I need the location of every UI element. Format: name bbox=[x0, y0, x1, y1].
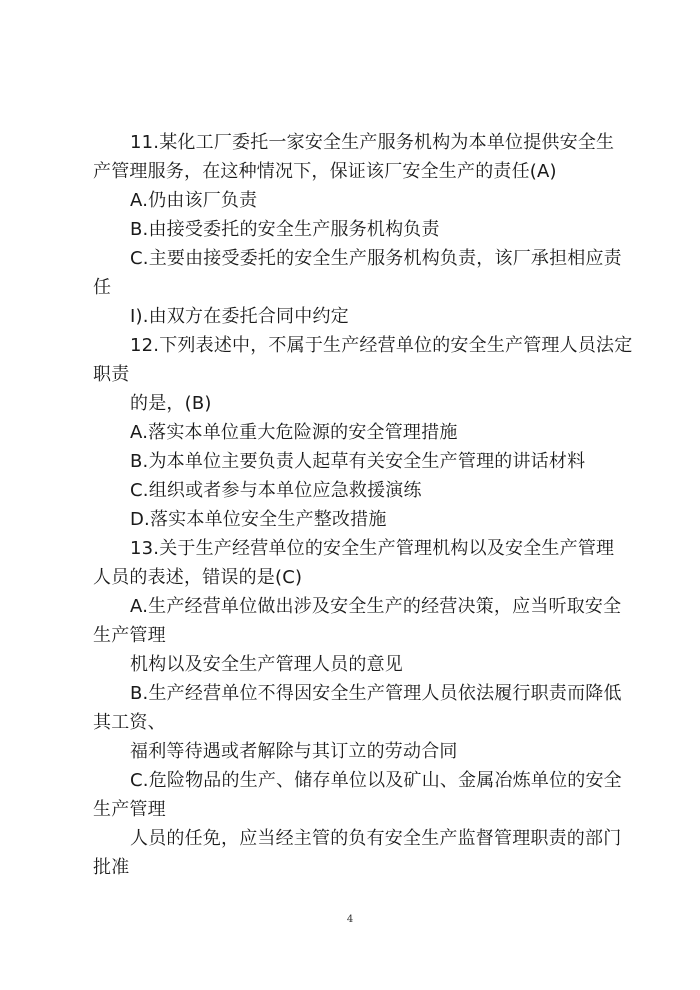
question-13-option-a-continued-1: 生产管理 bbox=[93, 625, 166, 646]
question-12-stem-line-3: 的是，(B) bbox=[130, 393, 212, 414]
question-11-option-d: I).由双方在委托合同中约定 bbox=[130, 306, 349, 327]
question-13-stem-line-2: 人员的表述，错误的是(C) bbox=[93, 567, 303, 588]
question-11-stem-line-2: 产管理服务，在这种情况下，保证该厂安全生产的责任(A) bbox=[93, 161, 557, 182]
question-13-option-a: A.生产经营单位做出涉及安全生产的经营决策，应当听取安全 bbox=[130, 596, 622, 617]
question-12-option-a: A.落实本单位重大危险源的安全管理措施 bbox=[130, 422, 458, 443]
question-11-option-b: B.由接受委托的安全生产服务机构负责 bbox=[130, 219, 440, 240]
question-13-option-a-continued-2: 机构以及安全生产管理人员的意见 bbox=[130, 654, 403, 675]
question-13-option-c-continued-2: 人员的任免，应当经主管的负有安全生产监督管理职责的部门 bbox=[130, 828, 622, 849]
question-12-stem-line-2: 职责 bbox=[93, 364, 130, 385]
question-12-option-c: C.组织或者参与本单位应急救援演练 bbox=[130, 480, 422, 501]
question-12-option-d: D.落实本单位安全生产整改措施 bbox=[130, 509, 387, 530]
question-11-stem-line-1: 11.某化工厂委托一家安全生产服务机构为本单位提供安全生 bbox=[130, 132, 615, 153]
question-11-option-c: C.主要由接受委托的安全生产服务机构负责，该厂承担相应责 bbox=[130, 248, 622, 269]
question-13-stem-line-1: 13.关于生产经营单位的安全生产管理机构以及安全生产管理 bbox=[130, 538, 615, 559]
question-11-option-a: A.仍由该厂负责 bbox=[130, 190, 258, 211]
question-13-option-b-continued-2: 福利等待遇或者解除与其订立的劳动合同 bbox=[130, 741, 458, 762]
question-12-stem-line-1: 12.下列表述中，不属于生产经营单位的安全生产管理人员法定 bbox=[130, 335, 633, 356]
question-12-option-b: B.为本单位主要负责人起草有关安全生产管理的讲话材料 bbox=[130, 451, 586, 472]
question-13-option-c: C.危险物品的生产、储存单位以及矿山、金属冶炼单位的安全 bbox=[130, 770, 622, 791]
question-13-option-b-continued-1: 其工资、 bbox=[93, 712, 166, 733]
question-11-option-c-continued: 任 bbox=[93, 277, 112, 298]
question-13-option-c-continued-1: 生产管理 bbox=[93, 799, 166, 820]
document-body bbox=[93, 128, 633, 882]
page-number: 4 bbox=[346, 914, 354, 925]
question-13-option-c-continued-3: 批准 bbox=[93, 857, 130, 878]
question-13-option-b: B.生产经营单位不得因安全生产管理人员依法履行职责而降低 bbox=[130, 683, 622, 704]
